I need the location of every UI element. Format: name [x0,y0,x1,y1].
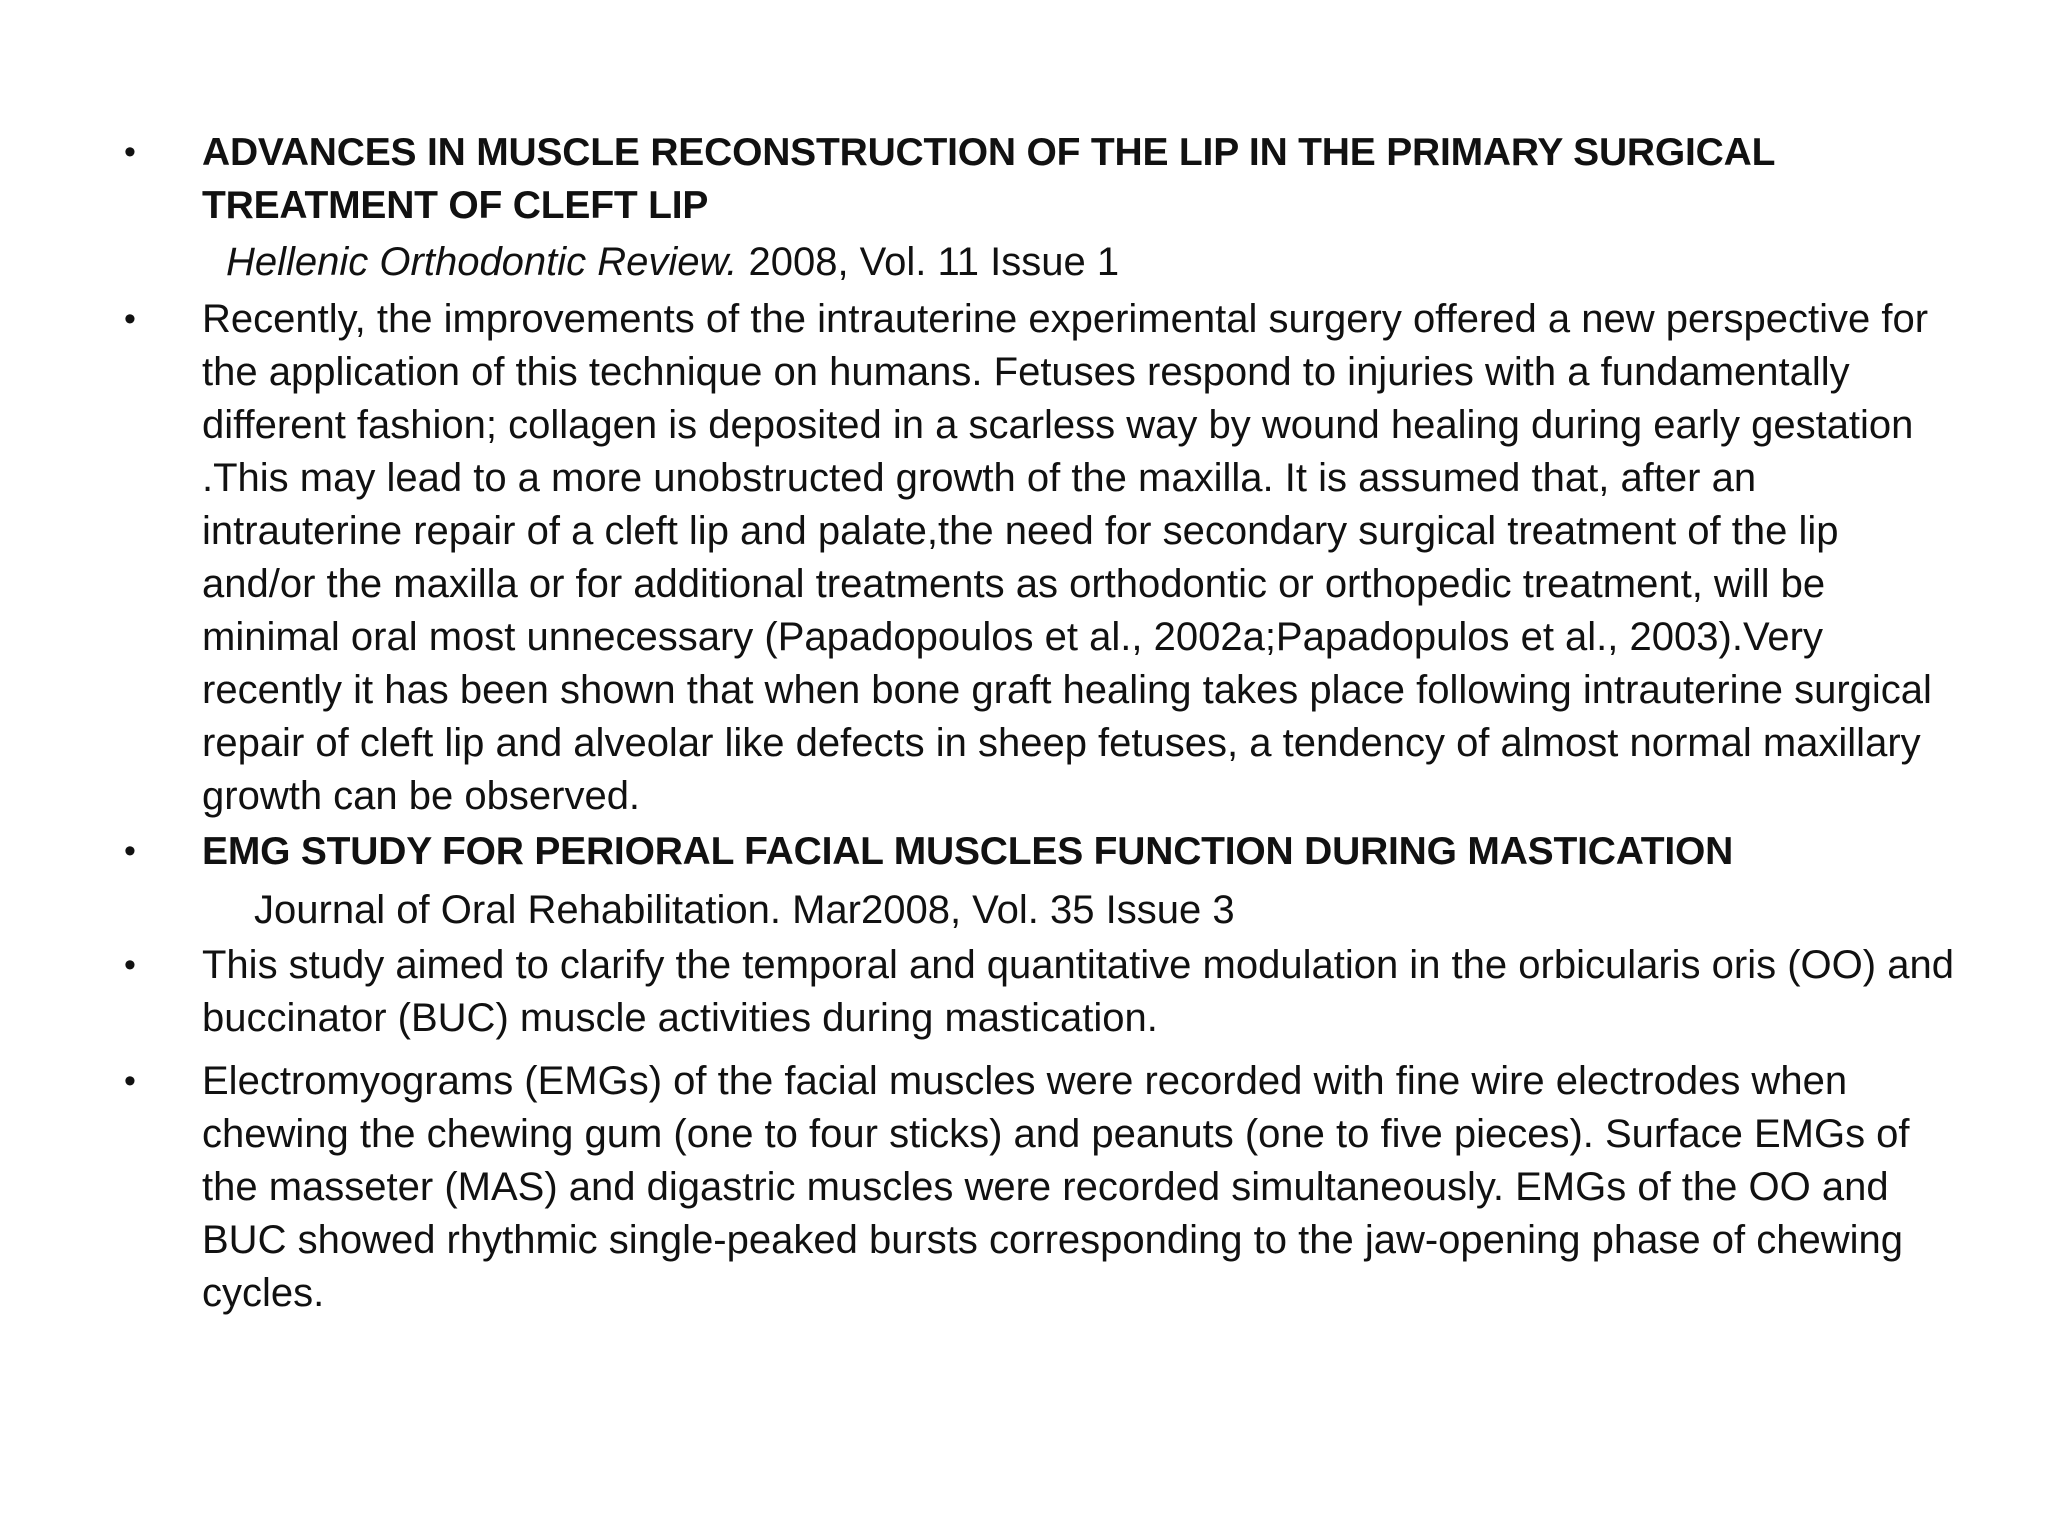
slide-content [120,126,1960,1320]
citation-hellenic [120,235,1960,289]
article-title-emg: EMG STUDY FOR PERIORAL FACIAL MUSCLES FUNCTION DURING MASTICATION [202,830,1734,873]
bullet-item-emg-method [120,1055,1960,1320]
bullet-item-study-aim [120,939,1960,1045]
bullet-marker: • [124,133,136,171]
bullet-item-emg-title [120,825,1960,878]
bullet-item-intrauterine-summary [120,293,1960,823]
article-summary-study-aim: This study aimed to clarify the temporal and quantitative modulation in the orbicularis oris (OO) and buccinator (BUC) muscle activities during mastication. [202,943,1954,1040]
article-summary-emg-method: Electromyograms (EMGs) of the facial muscles were recorded with fine wire electrodes when chewing the chewing gum (one to four sticks) and peanuts (one to five pieces). Surface EMGs of the masseter (MAS) and digastric muscles were recorded simultaneously. EMGs of the OO and BUC showed rhythmic single-peaked bursts corresponding to the jaw-opening phase of chewing cycles. [202,1059,1910,1315]
citation-journal-name: Hellenic Orthodontic Review. [226,240,738,284]
bullet-marker: • [124,300,136,338]
bullet-marker: • [124,832,136,870]
citation-oral-rehab: Journal of Oral Rehabilitation. Mar2008, Vol. 35 Issue 3 [254,888,1235,932]
bullet-item-advances-title [120,126,1960,232]
bullet-marker: • [124,946,136,984]
article-title-advances: ADVANCES IN MUSCLE RECONSTRUCTION OF THE LIP IN THE PRIMARY SURGICAL TREATMENT OF CLEFT LIP [202,131,1775,227]
article-summary-intrauterine: Recently, the improvements of the intrauterine experimental surgery offered a new perspective for the application of this technique on humans. Fetuses respond to injuries with a fundamentally different fashion; collagen is deposited in a scarless way by wound healing during early gestation .This may lead to a more unobstructed growth of the maxilla. It is assumed that, after an intrauterine repair of a cleft lip and palate,the need for secondary surgical treatment of the lip and/or the maxilla or for additional treatments as orthodontic or orthopedic treatment, will be minimal oral most unnecessary (Papadopoulos et al., 2002a;Papadopulos et al., 2003).Very recently it has been shown that when bone graft healing takes place following intrauterine surgical repair of cleft lip and alveolar like defects in sheep fetuses, a tendency of almost normal maxillary growth can be observed. [202,297,1932,818]
bullet-marker: • [124,1062,136,1100]
citation-details: 2008, Vol. 11 Issue 1 [737,240,1120,284]
